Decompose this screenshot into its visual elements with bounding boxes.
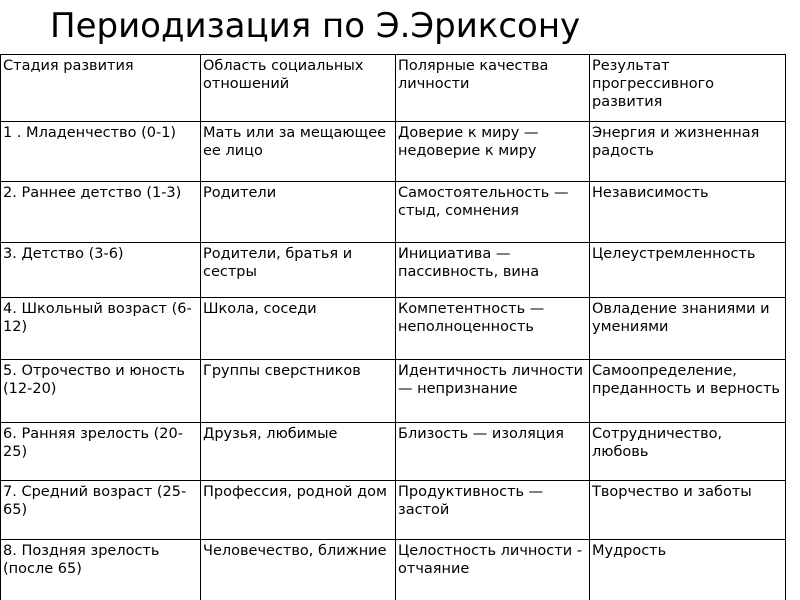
- cell-stage: 4. Школьный возраст (6-12): [1, 298, 201, 360]
- cell-stage: 1 . Младенчество (0-1): [1, 122, 201, 182]
- cell-result: Независимость: [590, 182, 786, 243]
- cell-result: Целеустремленность: [590, 243, 786, 298]
- cell-stage: 3. Детство (3-6): [1, 243, 201, 298]
- table-row: [1, 298, 786, 360]
- cell-result: Творчество и заботы: [590, 481, 786, 540]
- cell-social-relations: Родители: [201, 182, 396, 243]
- cell-social-relations: Профессия, родной дом: [201, 481, 396, 540]
- table-row: [1, 360, 786, 423]
- cell-social-relations: Мать или за мещающее ее лицо: [201, 122, 396, 182]
- cell-result: Энергия и жизненная радость: [590, 122, 786, 182]
- cell-polar-qualities: Доверие к миру — недоверие к миру: [396, 122, 590, 182]
- header-result: Результат прогрессивного развития: [590, 55, 786, 122]
- page-title: Периодизация по Э.Эриксону: [50, 6, 581, 46]
- cell-social-relations: Человечество, ближние: [201, 540, 396, 600]
- table-row: [1, 423, 786, 481]
- table-row: [1, 243, 786, 298]
- cell-polar-qualities: Близость — изоляция: [396, 423, 590, 481]
- table-header-row: [1, 55, 786, 122]
- cell-social-relations: Школа, соседи: [201, 298, 396, 360]
- table-row: [1, 122, 786, 182]
- header-stage: Стадия развития: [1, 55, 201, 122]
- cell-stage: 8. Поздняя зрелость (после 65): [1, 540, 201, 600]
- header-social-relations: Область социальных отношений: [201, 55, 396, 122]
- cell-polar-qualities: Целостность личности - отчаяние: [396, 540, 590, 600]
- cell-stage: 2. Раннее детство (1-3): [1, 182, 201, 243]
- cell-stage: 7. Средний возраст (25-65): [1, 481, 201, 540]
- table-row: [1, 540, 786, 600]
- cell-social-relations: Группы сверстников: [201, 360, 396, 423]
- cell-social-relations: Родители, братья и сестры: [201, 243, 396, 298]
- cell-result: Сотрудничество, любовь: [590, 423, 786, 481]
- cell-polar-qualities: Самостоятельность — стыд, сомнения: [396, 182, 590, 243]
- cell-polar-qualities: Идентичность личности — непризнание: [396, 360, 590, 423]
- cell-result: Мудрость: [590, 540, 786, 600]
- table-row: [1, 481, 786, 540]
- cell-polar-qualities: Компетентность — неполноценность: [396, 298, 590, 360]
- cell-social-relations: Друзья, любимые: [201, 423, 396, 481]
- cell-polar-qualities: Инициатива — пассивность, вина: [396, 243, 590, 298]
- table-row: [1, 182, 786, 243]
- cell-polar-qualities: Продуктивность — застой: [396, 481, 590, 540]
- cell-stage: 6. Ранняя зрелость (20-25): [1, 423, 201, 481]
- cell-result: Самоопределение, преданность и верность: [590, 360, 786, 423]
- erikson-periodization-table: [0, 54, 786, 600]
- header-polar-qualities: Полярные качества личности: [396, 55, 590, 122]
- cell-stage: 5. Отрочество и юность (12-20): [1, 360, 201, 423]
- cell-result: Овладение знаниями и умениями: [590, 298, 786, 360]
